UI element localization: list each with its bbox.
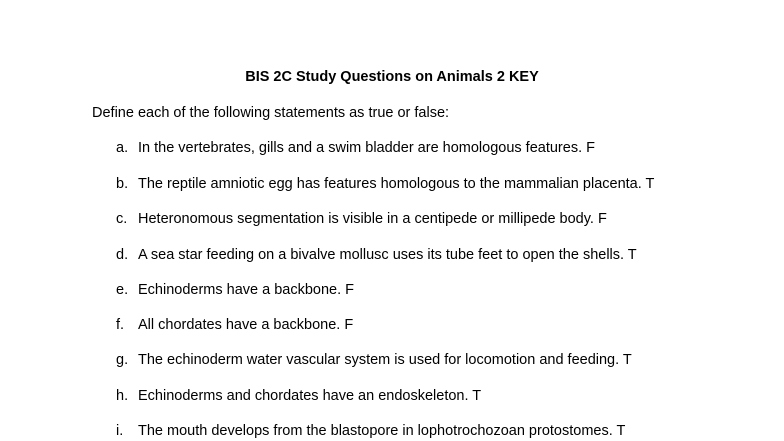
item-text: All chordates have a backbone. F (138, 317, 354, 333)
item-text: Echinoderms and chordates have an endoskeleton. T (138, 388, 482, 404)
item-letter: b. (116, 176, 129, 192)
list-item (116, 386, 481, 406)
list-item (116, 138, 595, 158)
item-text: The mouth develops from the blastopore in lophotrochozoan protostomes. T (138, 423, 626, 439)
list-item (116, 174, 654, 194)
item-text: A sea star feeding on a bivalve mollusc uses its tube feet to open the shells. T (138, 247, 637, 263)
item-text: In the vertebrates, gills and a swim bladder are homologous features. F (138, 140, 595, 156)
item-letter: i. (116, 423, 124, 439)
item-letter: h. (116, 388, 129, 404)
item-text: Echinoderms have a backbone. F (138, 282, 355, 298)
item-letter: a. (116, 140, 129, 156)
item-letter: c. (116, 211, 128, 227)
item-text: Heteronomous segmentation is visible in a centipede or millipede body. F (138, 211, 607, 227)
list-item (116, 209, 607, 229)
document-title: BIS 2C Study Questions on Animals 2 KEY (245, 69, 539, 85)
instructions-text: Define each of the following statements as true or false: (92, 105, 450, 121)
list-item (116, 245, 637, 265)
item-text: The echinoderm water vascular system is used for locomotion and feeding. T (138, 352, 632, 368)
item-letter: f. (116, 317, 125, 333)
list-item (116, 315, 353, 335)
item-text: The reptile amniotic egg has features homologous to the mammalian placenta. T (138, 176, 655, 192)
item-letter: e. (116, 282, 129, 298)
list-item (116, 421, 625, 441)
item-letter: d. (116, 247, 129, 263)
item-letter: g. (116, 352, 129, 368)
list-item (116, 280, 354, 300)
list-item (116, 350, 632, 370)
